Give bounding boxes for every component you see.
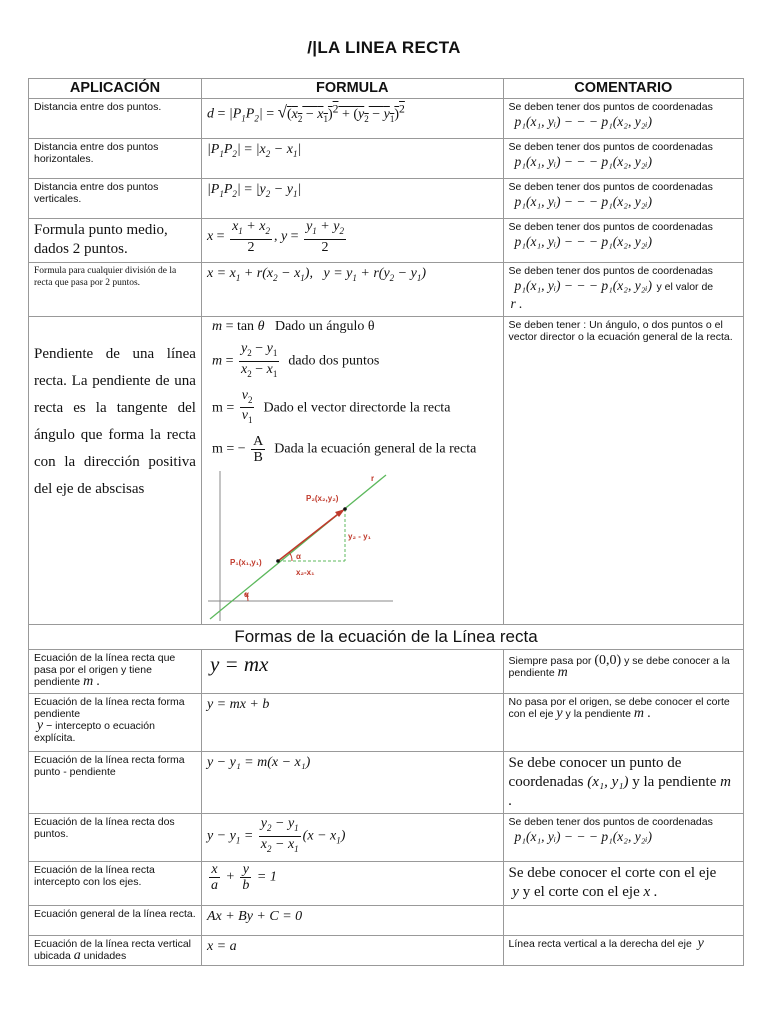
- table-row: [29, 906, 744, 936]
- formula-cell: $|P_1P_2| = |x_2 - x_1|$: [201, 139, 503, 179]
- formula-cell: Ax + By + C = 0: [201, 906, 503, 936]
- point-p2: [343, 507, 347, 511]
- points-formula: p₁(x₁, yᵢ) − − − p₁(x₂, y₂ᵢ): [514, 194, 653, 209]
- table-row: [29, 139, 744, 179]
- comment-cell: Siempre pasa por (0,0) y se debe conocer a la pendiente m: [503, 650, 743, 694]
- table-row: [29, 179, 744, 219]
- table-row: [29, 694, 744, 752]
- comment-cell: Se deben tener dos puntos de coordenadas p₁(x₁, yᵢ) − − − p₁(x₂, y₂ᵢ): [503, 814, 743, 862]
- table-row: [29, 263, 744, 317]
- section-title: Formas de la ecuación de la Línea recta: [29, 625, 744, 650]
- formula-cell: $d = |P_1P_2| = √(x_2 - x_1)^2 + (y_2 - y_1)^2$: [201, 99, 503, 139]
- points-formula: p₁(x₁, yᵢ) − − − p₁(x₂, y₂ᵢ): [514, 114, 653, 129]
- formula-cell: $\frac{x}{a}$ + $\frac{y}{b}$ = 1: [201, 862, 503, 906]
- application-cell: Ecuación de la línea recta que pasa por el origen y tiene pendiente m .: [29, 650, 202, 694]
- comment-cell: Se deben tener dos puntos de coordenadas p₁(x₁, yᵢ) − − − p₁(x₂, y₂ᵢ): [503, 139, 743, 179]
- section-row: [29, 625, 744, 650]
- label-r: r: [370, 474, 375, 484]
- table-row: [29, 936, 744, 966]
- comment-cell: Se deben tener dos puntos de coordenadas p₁(x₁, yᵢ) − − − p₁(x₂, y₂ᵢ) y el valor de r .: [503, 263, 743, 317]
- application-cell: Distancia entre dos puntos horizontales.: [29, 139, 202, 179]
- comment-cell: Se debe conocer el corte con el eje y y el corte con el eje x .: [503, 862, 743, 906]
- table-row: [29, 814, 744, 862]
- application-cell: Ecuación de la línea recta forma pendiente y − intercepto o ecuación explícita.: [29, 694, 202, 752]
- header-comment: COMENTARIO: [503, 79, 743, 99]
- application-cell: Pendiente de una línea recta. La pendiente de una recta es la tangente del ángulo que forma la recta con la dirección positiva del eje de abscisas: [29, 317, 202, 625]
- comment-cell: Línea recta vertical a la derecha del eje y: [503, 936, 743, 966]
- application-cell: Ecuación de la línea recta dos puntos.: [29, 814, 202, 862]
- page-title: /|LA LINEA RECTA: [307, 38, 461, 57]
- slope-diagram: [208, 471, 393, 621]
- formula-cell: y = mx + b: [201, 694, 503, 752]
- application-cell: Ecuación de la línea recta vertical ubicada a unidades: [29, 936, 202, 966]
- table-row: [29, 317, 744, 625]
- label-p1: P₁(x₁,y₁): [229, 558, 262, 568]
- application-cell: Distancia entre dos puntos.: [29, 99, 202, 139]
- table-row: [29, 219, 744, 263]
- point-p1: [276, 559, 280, 563]
- application-cell: Distancia entre dos puntos verticales.: [29, 179, 202, 219]
- formula-cell: $y - y_1$ = $\frac{y_2 - y_1}{x_2 - x_1}$ $(x - x_1)$: [201, 814, 503, 862]
- points-formula: p₁(x₁, yᵢ) − − − p₁(x₂, y₂ᵢ): [514, 278, 653, 293]
- label-dx: x₂-x₁: [295, 568, 315, 578]
- table-row: [29, 650, 744, 694]
- table-row: [29, 752, 744, 814]
- comment-cell: Se deben tener dos puntos de coordenadas p₁(x₁, yᵢ) − − − p₁(x₂, y₂ᵢ): [503, 99, 743, 139]
- table-header-row: [29, 79, 744, 99]
- comment-cell: Se deben tener dos puntos de coordenadas p₁(x₁, yᵢ) − − − p₁(x₂, y₂ᵢ): [503, 219, 743, 263]
- formula-cell: y − y₁ = m(x − x₁): [201, 752, 503, 814]
- header-application: APLICACIÓN: [29, 79, 202, 99]
- comment-cell: Se deben tener dos puntos de coordenadas p₁(x₁, yᵢ) − − − p₁(x₂, y₂ᵢ): [503, 179, 743, 219]
- application-cell: Formula para cualquier división de la recta que pasa por 2 puntos.: [29, 263, 202, 317]
- formula-cell: x = a: [201, 936, 503, 966]
- line-r: [210, 475, 386, 619]
- comment-cell: Se deben tener : Un ángulo, o dos puntos o el vector director o la ecuación general de la recta.: [503, 317, 743, 625]
- points-formula: p₁(x₁, yᵢ) − − − p₁(x₂, y₂ᵢ): [514, 829, 653, 844]
- points-formula: p₁(x₁, yᵢ) − − − p₁(x₂, y₂ᵢ): [514, 234, 653, 249]
- formula-table: [28, 78, 744, 966]
- application-cell: Formula punto medio, dados 2 puntos.: [29, 219, 202, 263]
- application-cell: Ecuación general de la línea recta.: [29, 906, 202, 936]
- application-cell: Ecuación de la línea recta intercepto con los ejes.: [29, 862, 202, 906]
- header-formula: FORMULA: [201, 79, 503, 99]
- label-p2: P₂(x₂,y₂): [305, 494, 339, 504]
- formula-cell: x = $\frac{x_1 + x_2}{2}$ , y = $\frac{y_1 + y_2}{2}$: [201, 219, 503, 263]
- label-dy: y₂ - y₁: [347, 532, 371, 542]
- formula-cell: m = tan θ Dado un ángulo θ m = $\frac{y_2 - y_1}{x_2 - x_1}$ dado dos puntos m = $\frac{v_2}{v_1}$ Dado el vector directorde la recta m = − $\frac{A}{B}$ Dada la ecuación general de la recta P₂(x₂,y₂) P₁(x₁,y₁) α α y₂ - y₁ x₂-x₁ r: [201, 317, 503, 625]
- comment-cell: No pasa por el origen, se debe conocer el corte con el eje y y la pendiente m .: [503, 694, 743, 752]
- formula-cell: y = mx: [201, 650, 503, 694]
- application-cell: Ecuación de la línea recta forma punto - pendiente: [29, 752, 202, 814]
- table-row: [29, 862, 744, 906]
- comment-cell: Se debe conocer un punto de coordenadas (x₁, y₁) y la pendiente m .: [503, 752, 743, 814]
- vector-arrow: [278, 511, 342, 561]
- label-alpha-origin: α: [243, 590, 249, 600]
- table-row: [29, 99, 744, 139]
- points-formula: p₁(x₁, yᵢ) − − − p₁(x₂, y₂ᵢ): [514, 154, 653, 169]
- formula-cell: $x = x_1 + r(x_2 - x_1)$, $y = y_1 + r(y_2 - y_1)$: [201, 263, 503, 317]
- formula-cell: $|P_1P_2| = |y_2 - y_1|$: [201, 179, 503, 219]
- comment-cell: [503, 906, 743, 936]
- label-alpha: α: [295, 552, 301, 562]
- angle-arc: [289, 552, 292, 561]
